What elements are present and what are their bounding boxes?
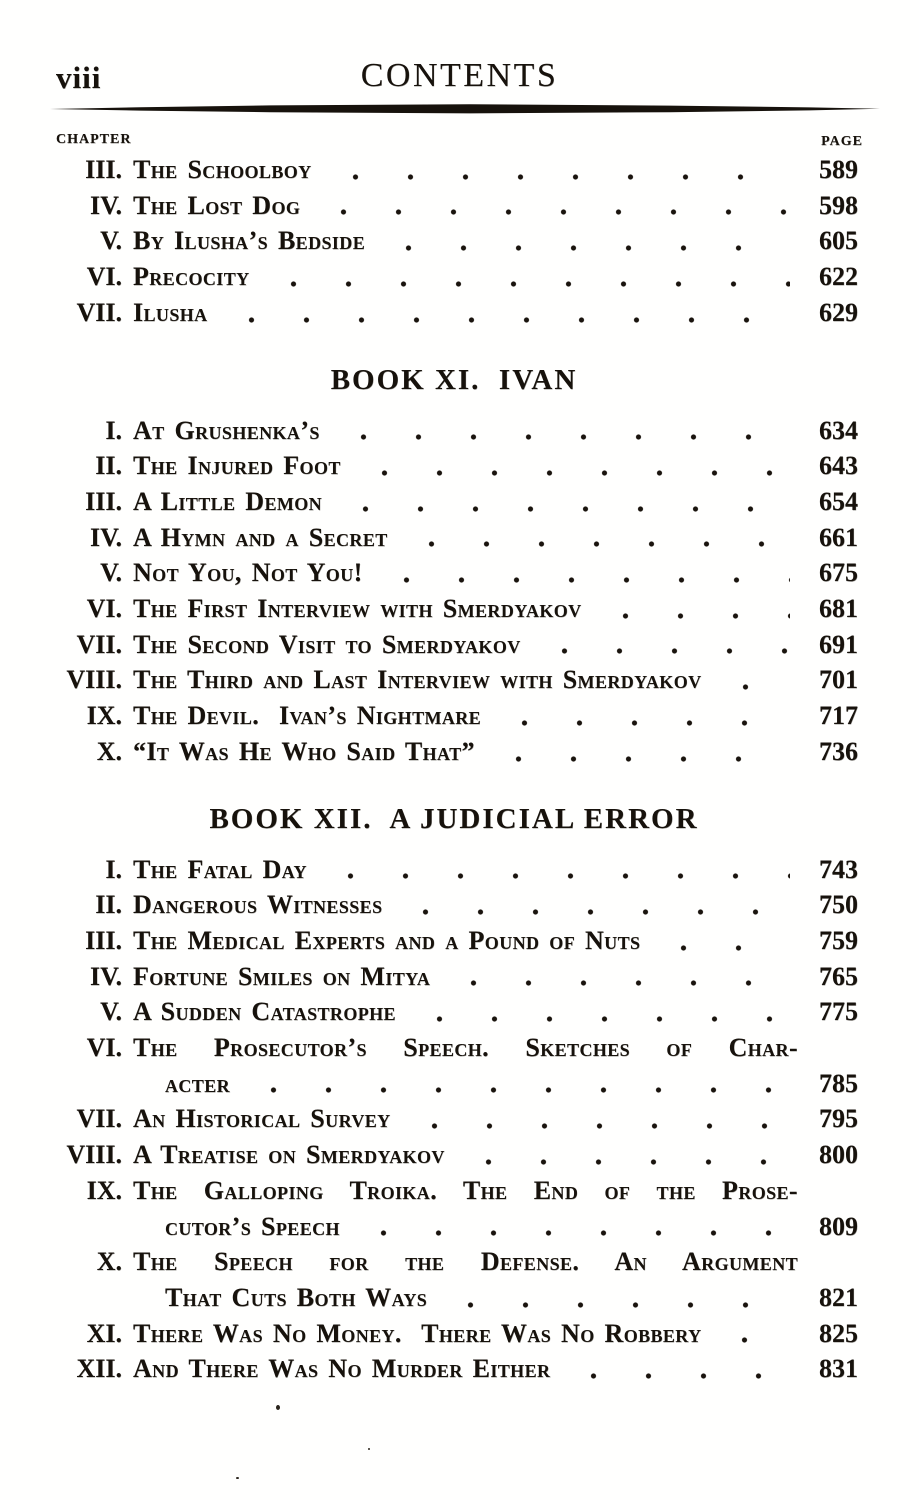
page-number: 795 — [819, 1104, 858, 1134]
entry-title-line2-row — [133, 1280, 798, 1316]
page-number: 717 — [819, 701, 858, 731]
entry-title-line1: The Galloping Troika. The End of the Prose- — [133, 1175, 798, 1205]
entry-title: At Grushenka’s — [133, 415, 320, 445]
entry-body — [133, 1244, 798, 1315]
dot-leader — [338, 506, 790, 512]
chapter-numeral: VI. — [86, 594, 122, 624]
dot-leader — [266, 281, 791, 287]
entry-title: By Ilusha’s Bedside — [133, 226, 366, 256]
page-number: 661 — [819, 522, 858, 552]
entry-title: Dangerous Witnesses — [133, 890, 383, 920]
entry-body — [133, 1137, 798, 1173]
entry-title: The Devil. Ivan’s Nightmare — [133, 701, 482, 731]
dot-leader — [443, 1302, 790, 1308]
toc-entry — [50, 887, 858, 923]
dot-leader — [491, 756, 790, 762]
folio-number: viii — [56, 60, 102, 95]
entry-body — [133, 259, 798, 295]
entry-body — [133, 555, 798, 591]
page-number: 809 — [819, 1211, 858, 1241]
ink-speck — [276, 1405, 280, 1410]
entry-body — [133, 1030, 798, 1101]
page-number: 654 — [819, 486, 858, 516]
toc-entry — [50, 852, 858, 888]
chapter-numeral: V. — [100, 226, 122, 256]
toc-entry — [50, 223, 858, 259]
entry-body — [133, 662, 798, 698]
entry-body — [133, 887, 798, 923]
toc-entry — [50, 959, 858, 995]
chapter-numeral: V. — [100, 997, 122, 1027]
toc-entry — [50, 627, 858, 663]
page-number: 691 — [819, 629, 858, 659]
toc-list — [50, 152, 858, 1387]
chapter-numeral: I. — [105, 854, 122, 884]
entry-title: The Lost Dog — [133, 190, 301, 220]
toc-entry — [50, 662, 858, 698]
dot-leader — [379, 577, 790, 583]
page-number: 681 — [819, 594, 858, 624]
toc-entry — [50, 259, 858, 295]
entry-body — [133, 413, 798, 449]
dot-leader — [718, 684, 791, 690]
dot-leader — [566, 1373, 790, 1379]
entry-body — [133, 852, 798, 888]
page-column-label: PAGE — [821, 134, 863, 149]
page-number: 759 — [819, 925, 858, 955]
dot-leader — [356, 1230, 790, 1236]
entry-title: Ilusha — [133, 297, 208, 327]
dot-leader — [446, 980, 790, 986]
chapter-column-label: CHAPTER — [56, 132, 132, 147]
entry-title: A Treatise on Smerdyakov — [133, 1140, 445, 1170]
entry-title-line2: cutor’s Speech — [165, 1211, 340, 1241]
toc-entry — [50, 188, 858, 224]
chapter-numeral: IV. — [89, 522, 122, 552]
chapter-numeral: II. — [95, 451, 122, 481]
page-number: 634 — [819, 415, 858, 445]
entry-title: A Sudden Catastrophe — [133, 997, 396, 1027]
toc-entry — [50, 555, 858, 591]
page-number: 589 — [819, 155, 858, 184]
toc-entry — [50, 520, 858, 556]
dot-leader — [316, 209, 790, 215]
entry-title: The Medical Experts and a Pound of Nuts — [133, 925, 641, 955]
toc-entry — [50, 413, 858, 449]
entry-body — [133, 959, 798, 995]
entry-body — [133, 734, 798, 770]
entry-title-line2: That Cuts Both Ways — [165, 1282, 428, 1312]
book-heading: BOOK XI. IVAN — [330, 363, 578, 396]
chapter-numeral: IV. — [89, 961, 122, 991]
dot-leader — [598, 613, 790, 619]
toc-entry — [50, 591, 858, 627]
entry-title: The Schoolboy — [133, 155, 312, 184]
chapter-numeral: VIII. — [66, 665, 122, 695]
page-number: 736 — [819, 736, 858, 766]
entry-title: An Historical Survey — [133, 1104, 391, 1134]
ink-speck — [236, 1477, 239, 1479]
toc-entry — [50, 734, 858, 770]
entry-title-line2-row — [133, 1066, 798, 1102]
toc-entry — [50, 1173, 858, 1244]
dot-leader — [656, 945, 790, 951]
entry-title: There Was No Money. There Was No Robbery — [133, 1318, 702, 1348]
dot-leader — [398, 909, 790, 915]
toc-entry — [50, 448, 858, 484]
page-number: 750 — [819, 890, 858, 920]
toc-entry — [50, 152, 858, 188]
dot-leader — [461, 1159, 790, 1165]
dot-leader — [336, 434, 790, 440]
entry-body — [133, 923, 798, 959]
entry-title: The Second Visit to Smerdyakov — [133, 629, 521, 659]
page-number: 701 — [819, 665, 858, 695]
page-number: 831 — [819, 1354, 858, 1384]
chapter-numeral: IX. — [86, 701, 122, 731]
dot-leader — [246, 1087, 790, 1093]
dot-leader — [357, 470, 790, 476]
entry-title: Not You, Not You! — [133, 558, 363, 588]
entry-body — [133, 448, 798, 484]
entry-title: A Hymn and a Secret — [133, 522, 388, 552]
dot-leader — [497, 720, 790, 726]
toc-entry — [50, 1137, 858, 1173]
toc-entry — [50, 923, 858, 959]
toc-entry — [50, 698, 858, 734]
dot-leader — [412, 1016, 790, 1022]
entry-body — [133, 188, 798, 224]
toc-entry — [50, 1030, 858, 1101]
entry-body — [133, 1101, 798, 1137]
chapter-numeral: VII. — [76, 297, 122, 327]
chapter-numeral: IX. — [86, 1175, 122, 1205]
chapter-numeral: VII. — [76, 1104, 122, 1134]
chapter-numeral: III. — [85, 155, 122, 184]
dot-leader — [328, 174, 790, 180]
entry-body — [133, 994, 798, 1030]
dot-leader — [537, 648, 790, 654]
page-number: 821 — [819, 1282, 858, 1312]
page-number: 765 — [819, 961, 858, 991]
chapter-numeral: XII. — [76, 1354, 122, 1384]
dot-leader — [381, 245, 790, 251]
entry-title: Fortune Smiles on Mitya — [133, 961, 431, 991]
toc-entry — [50, 1316, 858, 1352]
chapter-numeral: V. — [100, 558, 122, 588]
entry-title: The Fatal Day — [133, 854, 307, 884]
dot-leader — [323, 873, 790, 879]
entry-body — [133, 1351, 798, 1387]
entry-title-line2-row — [133, 1209, 798, 1245]
entry-body — [133, 698, 798, 734]
entry-body — [133, 591, 798, 627]
toc-entry — [50, 484, 858, 520]
chapter-numeral: XI. — [86, 1318, 122, 1348]
page-number: 629 — [819, 297, 858, 327]
dot-leader — [224, 317, 790, 323]
chapter-numeral: VI. — [86, 1033, 122, 1063]
entry-title: “It Was He Who Said That” — [133, 736, 475, 766]
page-number: 643 — [819, 451, 858, 481]
chapter-numeral: VII. — [76, 629, 122, 659]
entry-title: And There Was No Murder Either — [133, 1354, 551, 1384]
entry-body — [133, 627, 798, 663]
page-number: 785 — [819, 1068, 858, 1098]
entry-title-line2: acter — [165, 1068, 231, 1098]
toc-entry — [50, 1351, 858, 1387]
toc-entry — [50, 1244, 858, 1315]
entry-title: The First Interview with Smerdyakov — [133, 594, 582, 624]
chapter-numeral: X. — [96, 736, 122, 766]
chapter-numeral: I. — [105, 415, 122, 445]
entry-title-line1: The Speech for the Defense. An Argument — [133, 1247, 798, 1277]
entry-title: The Third and Last Interview with Smerdyakov — [133, 665, 702, 695]
entry-body — [133, 152, 798, 188]
entry-body — [133, 484, 798, 520]
entry-title: Precocity — [133, 262, 250, 292]
page-number: 598 — [819, 190, 858, 220]
chapter-numeral: III. — [85, 925, 122, 955]
entry-body — [133, 520, 798, 556]
chapter-numeral: III. — [85, 486, 122, 516]
page-number: 605 — [819, 226, 858, 256]
chapter-numeral: VIII. — [66, 1140, 122, 1170]
page-number: 775 — [819, 997, 858, 1027]
toc-entry — [50, 1101, 858, 1137]
header-rule — [50, 103, 880, 115]
page-number: 743 — [819, 854, 858, 884]
entry-title-line1: The Prosecutor’s Speech. Sketches of Char- — [133, 1033, 798, 1063]
entry-title: A Little Demon — [133, 486, 323, 516]
dot-leader — [407, 1123, 790, 1129]
entry-title: The Injured Foot — [133, 451, 341, 481]
page-number: 825 — [819, 1318, 858, 1348]
chapter-numeral: VI. — [86, 262, 122, 292]
entry-body — [133, 295, 798, 331]
page-number: 800 — [819, 1140, 858, 1170]
entry-body — [133, 1316, 798, 1352]
chapter-numeral: II. — [95, 890, 122, 920]
page-title: CONTENTS — [360, 57, 559, 94]
page-number: 622 — [819, 262, 858, 292]
chapter-numeral: IV. — [89, 190, 122, 220]
page-number: 675 — [819, 558, 858, 588]
book-heading: BOOK XII. A JUDICIAL ERROR — [209, 802, 699, 835]
entry-body — [133, 223, 798, 259]
toc-entry — [50, 295, 858, 331]
ink-speck — [368, 1448, 370, 1450]
dot-leader — [717, 1337, 790, 1343]
entry-body — [133, 1173, 798, 1244]
dot-leader — [404, 541, 790, 547]
toc-entry — [50, 994, 858, 1030]
chapter-numeral: X. — [96, 1247, 122, 1277]
